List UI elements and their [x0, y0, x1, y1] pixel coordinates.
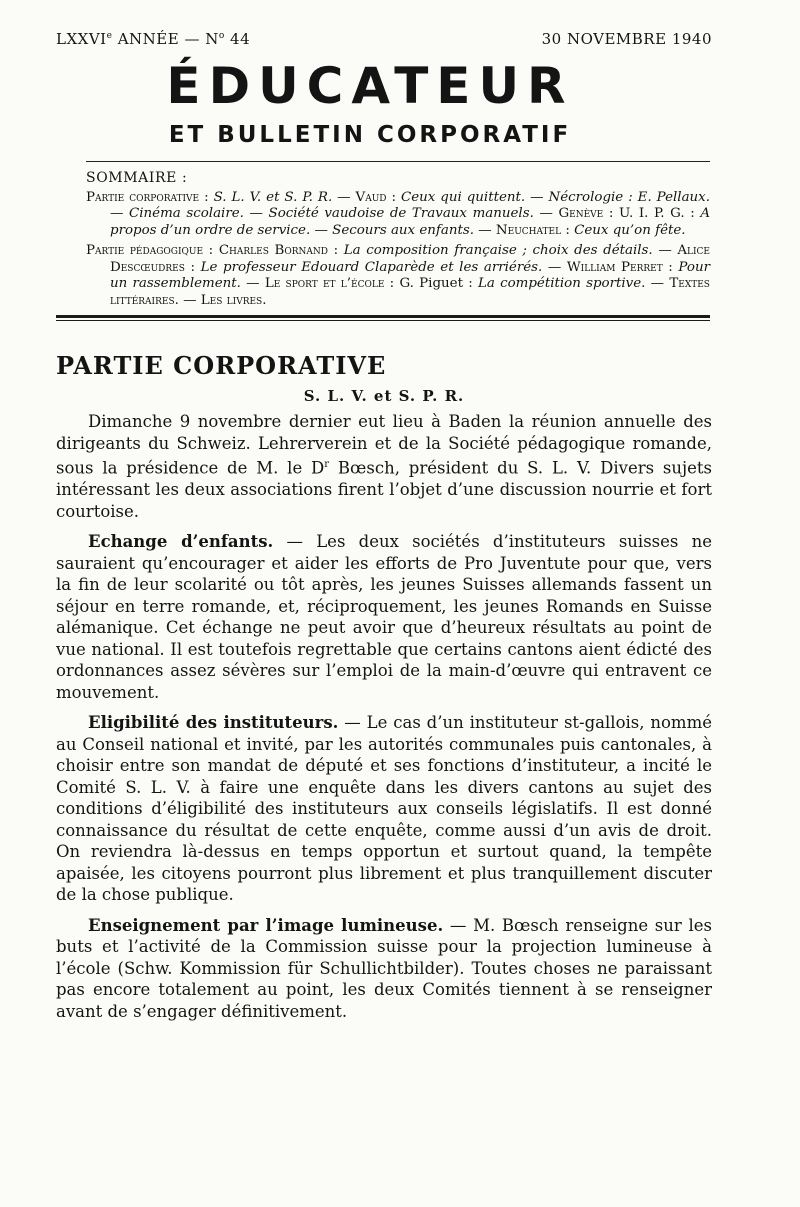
toc-separator: —: [243, 206, 269, 221]
toc-item: Pour un rassemblement.: [110, 259, 710, 291]
paragraph-heading: Eligibilité des instituteurs.: [88, 713, 339, 732]
paragraph-text: — M. Bœsch renseigne sur les buts et l’activité de la Commission suisse pour la projection lumineuse à l’école (Schw. Kommission für Schullichtbilder). Toutes choses ne paraissant pas encore totalement au point, les deux Comités tiennent à se renseigner avant de s’engager définitivement.: [56, 915, 712, 1021]
toc-separator: —: [310, 222, 333, 238]
toc-author: William Perret :: [566, 259, 673, 275]
toc-separator: —: [652, 243, 678, 258]
toc-item: Nécrologie : E. Pellaux.: [548, 189, 710, 205]
number-suffix: o: [218, 31, 225, 41]
journal-page: [56, 30, 712, 1031]
masthead-divider: [86, 161, 710, 162]
article-body: [56, 411, 712, 1022]
volume-number: LXXVI: [56, 30, 107, 48]
masthead: [56, 56, 712, 150]
toc-item: Société vaudoise de Travaux manuels.: [268, 206, 534, 221]
toc-author: Alice Descœudres :: [110, 243, 710, 275]
toc-item: S. L. V. et S. P. R.: [213, 189, 333, 205]
section-title: PARTIE CORPORATIVE: [56, 351, 387, 380]
toc-separator: —: [474, 222, 496, 238]
paragraph-text: — Les deux sociétés d’instituteurs suisses ne sauraient qu’encourager et aider les efforts de Pro Juventute pour que, vers la fin de leur scolarité ou tôt après, les jeunes Suisses allemands fassent un séjour en terre romande, et, réciproquement, les jeunes Romands en Suisse alémanique. Cet échange ne peut avoir que d’heureux résultats au point de vue national. Il est toutefois regrettable que certains cantons aient édicté des ordonnances assez sévères sur l’emploi de la main-d’œuvre qui entravent ce mouvement.: [56, 532, 712, 702]
issue-number: [56, 30, 250, 56]
toc-corporative: [86, 190, 710, 240]
toc-separator: —: [332, 189, 356, 205]
paragraph: [56, 915, 712, 1023]
journal-title: ÉDUCATEUR: [166, 57, 574, 115]
issue-num: 44: [230, 30, 251, 48]
toc-separator: —: [240, 276, 265, 291]
paragraph: [56, 531, 712, 703]
toc-heading: SOMMAIRE :: [86, 170, 188, 186]
toc-item: La composition française ; choix des détails.: [343, 243, 653, 258]
issue-date: 30 NOVEMBRE 1940: [541, 30, 712, 48]
toc-author: Charles Bornand :: [218, 243, 339, 258]
toc-item: La compétition sportive.: [477, 276, 646, 291]
paragraph-text: Dimanche 9 novembre dernier eut lieu à Baden la réunion annuelle des dirigeants du Schweiz. Lehrerverein et de la Société pédagogique romande, sous la présidence de M. le D: [56, 412, 712, 478]
volume-suffix: e: [106, 31, 113, 41]
year-label: ANNÉE — N: [117, 30, 219, 48]
toc-separator: —: [110, 206, 129, 221]
paragraph-heading: Echange d’enfants.: [88, 532, 274, 551]
toc-item: Ceux qui quittent.: [400, 189, 526, 205]
toc-item: Cinéma scolaire.: [129, 206, 244, 221]
toc-item: Le professeur Edouard Claparède et les arriérés.: [200, 259, 543, 275]
toc-section-label: Partie corporative :: [86, 189, 209, 205]
toc-rubric: Textes littéraires.: [110, 276, 710, 308]
toc-item: A propos d’un ordre de service.: [110, 206, 710, 238]
toc-separator: —: [525, 189, 549, 205]
section-divider: [56, 315, 710, 321]
toc-region: Neuchatel :: [495, 222, 570, 238]
superscript: r: [324, 459, 330, 470]
toc-separator: —: [533, 206, 559, 221]
paragraph: [56, 712, 712, 906]
paragraph: [56, 411, 712, 522]
paragraph-text: — Le cas d’un instituteur st-gallois, nommé au Conseil national et invité, par les autorités communales puis cantonales, à choisir entre son mandat de député et ses fonctions d’instituteur, a incité le Comité S. L. V. à faire une enquête dans les divers cantons au sujet des conditions d’éligibilité des instituteurs aux conseils législatifs. Il est donné connaissance du résultat de cette enquête, comme aussi d’un avis de droit. On reviendra là-dessus en temps opportun et surtout quand, la tempête apaisée, les citoyens pourront plus librement et plus tranquillement discuter de la chose publique.: [56, 713, 712, 904]
toc-section-label: Partie pédagogique :: [86, 243, 214, 258]
toc-rubric: Les livres.: [200, 292, 267, 308]
toc-item: Secours aux enfants.: [332, 222, 474, 238]
paragraph-heading: Enseignement par l’image lumineuse.: [88, 915, 444, 935]
toc-org: U. I. P. G. :: [618, 206, 695, 221]
journal-subtitle: ET BULLETIN CORPORATIF: [168, 122, 572, 148]
toc-pedagogique: [86, 243, 710, 309]
toc-item: Ceux qu’on fête.: [574, 222, 686, 238]
table-of-contents: [86, 170, 710, 309]
toc-region: Vaud :: [355, 189, 396, 205]
article-subtitle: S. L. V. et S. P. R.: [303, 387, 465, 405]
toc-separator: —: [178, 292, 201, 308]
toc-author: G. Piguet :: [399, 276, 473, 291]
toc-region: Genève :: [558, 206, 614, 221]
toc-rubric: Le sport et l’école :: [264, 276, 395, 291]
issue-header: [56, 30, 712, 56]
toc-separator: —: [542, 259, 567, 275]
paragraph-text: Bœsch, président du S. L. V. Divers sujets intéressant les deux associations firent l’objet d’une discussion nourrie et fort courtoise.: [56, 458, 712, 521]
toc-separator: —: [645, 276, 670, 291]
